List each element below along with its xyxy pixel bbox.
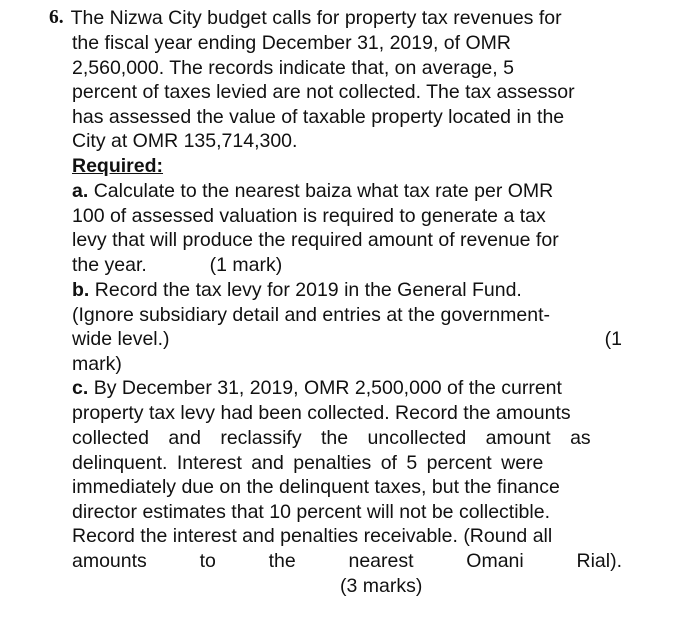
- part-a-line-1: [72, 179, 553, 203]
- part-b-text-3: wide level.): [72, 328, 170, 350]
- part-c-marks: (3 marks): [340, 575, 423, 597]
- intro-line-4: percent of taxes levied are not collected. The tax assessor: [72, 81, 575, 103]
- part-c-line-7: Record the interest and penalties receivable. (Round all: [72, 525, 553, 547]
- required-heading: Required:: [72, 155, 164, 177]
- word-the: the: [268, 550, 296, 572]
- word-to: to: [199, 550, 216, 572]
- part-b-line-2: (Ignore subsidiary detail and entries at the government-: [72, 304, 551, 326]
- part-c-line-2: property tax levy had been collected. Record the amounts: [72, 402, 571, 424]
- part-a-line-4: [72, 253, 282, 277]
- part-c-line-8: [72, 549, 622, 573]
- part-b-marks-close: mark): [72, 353, 122, 375]
- intro-line-5: has assessed the value of taxable property located in the: [72, 106, 565, 128]
- part-c-line-6: director estimates that 10 percent will not be collectible.: [72, 501, 550, 523]
- word-amounts: amounts: [72, 550, 147, 572]
- part-c-text-1: By December 31, 2019, OMR 2,500,000 of the current: [93, 377, 562, 399]
- part-c-label: c.: [72, 377, 89, 399]
- part-b-line-3: [72, 327, 622, 351]
- part-a-line-3: levy that will produce the required amount of revenue for: [72, 229, 559, 251]
- part-a-marks: (1 mark): [209, 254, 283, 276]
- word-omani: Omani: [466, 550, 524, 572]
- part-a-label: a.: [72, 180, 89, 202]
- word-rial: Rial).: [576, 550, 622, 572]
- part-b-marks-open: (1: [604, 328, 622, 350]
- part-b-label: b.: [72, 279, 90, 301]
- intro-line-6: City at OMR 135,714,300.: [72, 130, 298, 152]
- part-b-line-1: [72, 278, 522, 302]
- part-c-line-3: collected and reclassify the uncollected amount as: [72, 427, 591, 449]
- word-nearest: nearest: [348, 550, 414, 572]
- part-a-text-4: the year.: [72, 254, 147, 276]
- part-a-line-2: 100 of assessed valuation is required to generate a tax: [72, 205, 546, 227]
- intro-line-2: the fiscal year ending December 31, 2019, of OMR: [72, 32, 511, 54]
- part-a-text-1: Calculate to the nearest baiza what tax rate per OMR: [93, 180, 554, 202]
- part-c-line-4: delinquent. Interest and penalties of 5 percent were: [72, 452, 544, 474]
- part-b-text-1: Record the tax levy for 2019 in the General Fund.: [94, 279, 522, 301]
- part-c-line-5: immediately due on the delinquent taxes, but the finance: [72, 476, 560, 498]
- question-number: 6.: [49, 7, 64, 28]
- intro-line-3: 2,560,000. The records indicate that, on average, 5: [72, 57, 514, 79]
- part-c-line-1: [72, 376, 562, 400]
- intro-text-1: The Nizwa City budget calls for property tax revenues for: [70, 7, 562, 29]
- intro-line-1: [49, 6, 623, 30]
